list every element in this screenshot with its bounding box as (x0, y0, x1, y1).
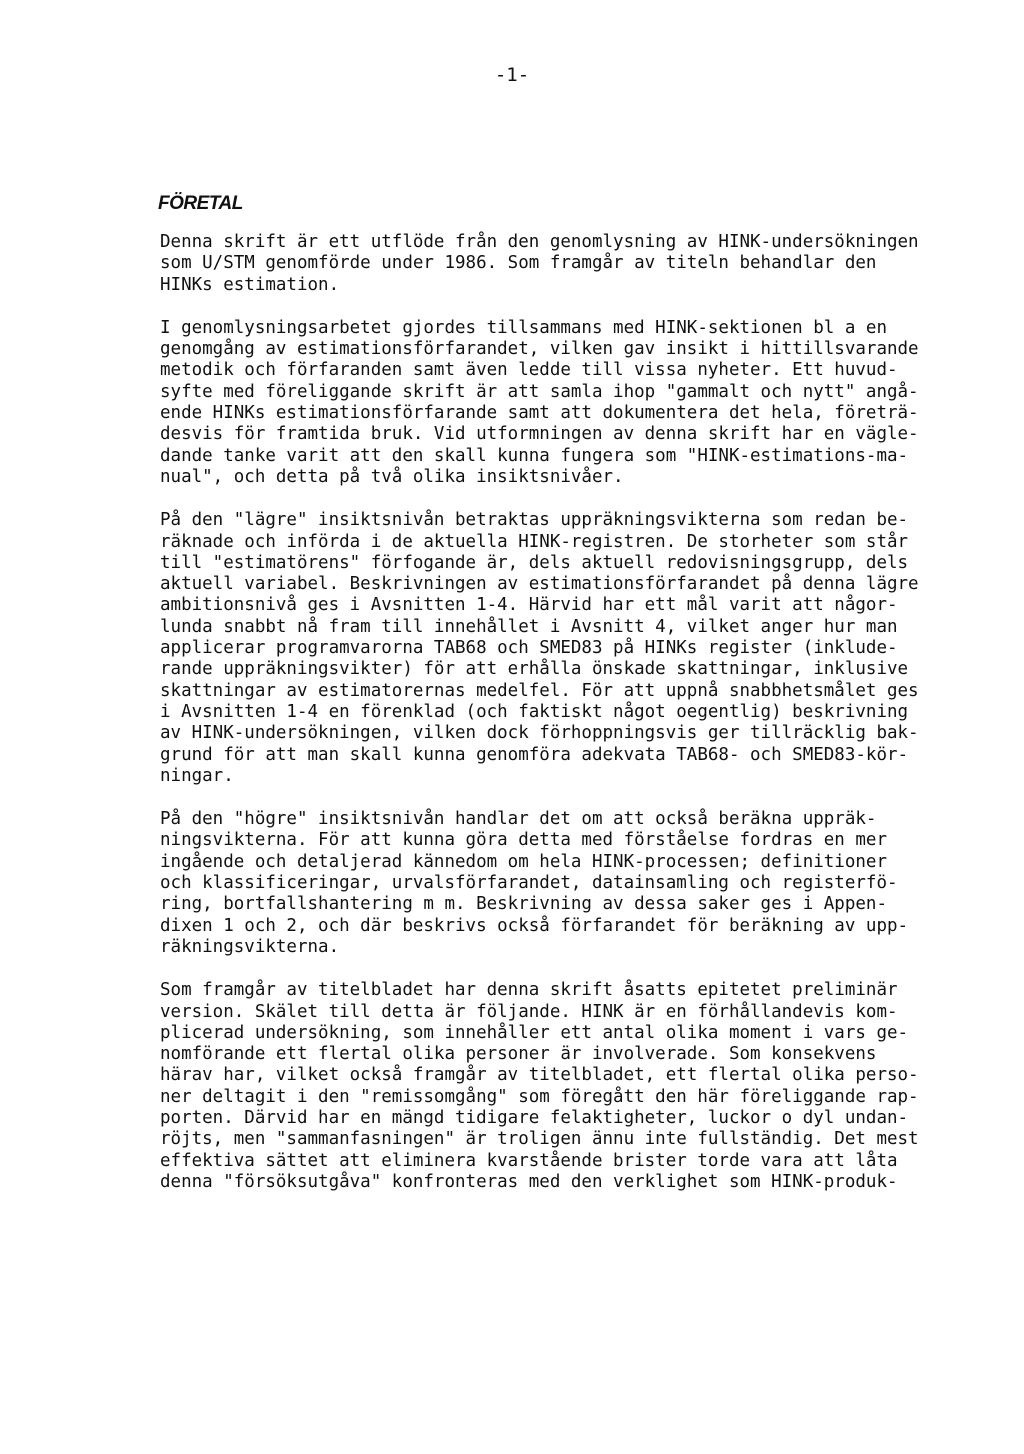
text-line: I genomlysningsarbetet gjordes tillsammans med HINK-sektionen bl a en (160, 317, 887, 338)
text-line: rande uppräkningsvikter) för att erhålla önskade skattningar, inklusive (160, 659, 909, 680)
text-line: av HINK-undersökningen, vilken dock förhoppningsvis ger tillräcklig bak- (160, 723, 919, 744)
paragraph-5 (160, 980, 940, 1193)
text-line: desvis för framtida bruk. Vid utformningen av denna skrift har en vägle- (160, 424, 919, 445)
text-line: ambitionsnivå ges i Avsnitten 1-4. Härvid har ett mål varit att någor- (160, 595, 898, 616)
text-line: och klassificeringar, urvalsförfarandet, datainsamling och registerfö- (160, 873, 898, 894)
paragraph-2 (160, 318, 940, 488)
text-line: i Avsnitten 1-4 en förenklad (och faktiskt något oegentlig) beskrivning (160, 701, 909, 722)
text-line: plicerad undersökning, som innehåller ett antal olika moment i vars ge- (160, 1022, 909, 1043)
text-line: ningar. (160, 765, 234, 786)
text-line: På den "lägre" insiktsnivån betraktas uppräkningsvikterna som redan be- (160, 510, 909, 531)
text-line: version. Skälet till detta är följande. HINK är en förhållandevis kom- (160, 1001, 898, 1022)
text-line: skattningar av estimatorernas medelfel. För att uppnå snabbhetsmålet ges (160, 680, 919, 701)
text-line: ingående och detaljerad kännedom om hela HINK-processen; definitioner (160, 851, 887, 872)
page-number: -1- (494, 64, 530, 86)
text-line: räkningsvikterna. (160, 936, 340, 957)
text-line: nual", och detta på två olika insiktsnivåer. (160, 466, 624, 487)
text-line: härav har, vilket också framgår av titelbladet, ett flertal olika perso- (160, 1065, 919, 1086)
text-line: metodik och förfaranden samt även ledde till vissa nyheter. Ett huvud- (160, 360, 898, 381)
text-line: nomförande ett flertal olika personer är involverade. Som konsekvens (160, 1044, 877, 1065)
text-line: applicerar programvarorna TAB68 och SMED83 på HINKs register (inklude- (160, 638, 898, 659)
body-text (160, 232, 940, 1215)
text-line: som U/STM genomförde under 1986. Som framgår av titeln behandlar den (160, 253, 877, 274)
paragraph-3 (160, 510, 940, 787)
text-line: effektiva sättet att eliminera kvarstående brister torde vara att låta (160, 1150, 898, 1171)
text-line: ende HINKs estimationsförfarande samt att dokumentera det hela, företrä- (160, 403, 919, 424)
text-line: HINKs estimation. (160, 274, 340, 295)
text-line: På den "högre" insiktsnivån handlar det om att också beräkna uppräk- (160, 809, 877, 830)
paragraph-1 (160, 232, 940, 296)
text-line: till "estimatörens" förfogande är, dels aktuell redovisningsgrupp, dels (160, 552, 909, 573)
paragraph-4 (160, 809, 940, 958)
text-line: ring, bortfallshantering m m. Beskrivning av dessa saker ges i Appen- (160, 894, 887, 915)
text-line: Denna skrift är ett utflöde från den genomlysning av HINK-undersökningen (160, 232, 919, 252)
text-line: dixen 1 och 2, och där beskrivs också förfarandet för beräkning av upp- (160, 915, 909, 936)
section-heading: FÖRETAL (158, 193, 243, 214)
text-line: Som framgår av titelbladet har denna skrift åsatts epitetet preliminär (160, 980, 898, 1001)
text-line: genomgång av estimationsförfarandet, vilken gav insikt i hittillsvarande (160, 339, 919, 360)
text-line: lunda snabbt nå fram till innehållet i Avsnitt 4, vilket anger hur man (160, 616, 898, 637)
text-line: aktuell variabel. Beskrivningen av estimationsförfarandet på denna lägre (160, 574, 919, 595)
text-line: denna "försöksutgåva" konfronteras med den verklighet som HINK-produk- (160, 1171, 898, 1192)
text-line: räknade och införda i de aktuella HINK-registren. De storheter som står (160, 531, 909, 552)
text-line: syfte med föreliggande skrift är att samla ihop "gammalt och nytt" angå- (160, 381, 919, 402)
text-line: röjts, men "sammanfasningen" är troligen ännu inte fullständig. Det mest (160, 1129, 919, 1150)
text-line: porten. Därvid har en mängd tidigare felaktigheter, luckor o dyl undan- (160, 1107, 909, 1128)
text-line: grund för att man skall kunna genomföra adekvata TAB68- och SMED83-kör- (160, 744, 909, 765)
text-line: ner deltagit i den "remissomgång" som föregått den här föreliggande rap- (160, 1086, 919, 1107)
text-line: ningsvikterna. För att kunna göra detta med förståelse fordras en mer (160, 830, 887, 851)
text-line: dande tanke varit att den skall kunna fungera som "HINK-estimations-ma- (160, 445, 909, 466)
